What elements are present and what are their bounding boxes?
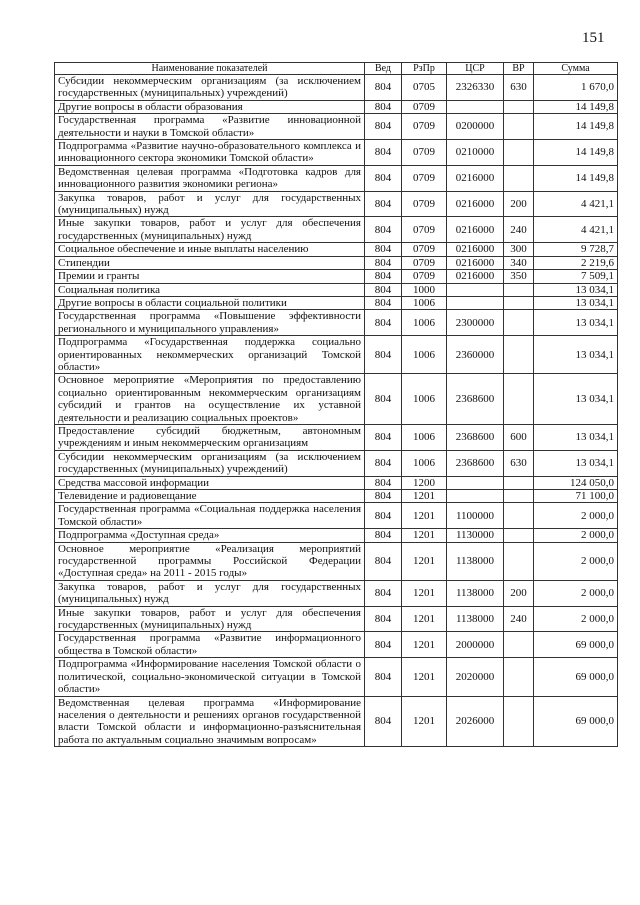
cell-ved: 804	[365, 140, 402, 166]
cell-rzpr: 0705	[402, 75, 447, 101]
header-ved: Вед	[365, 63, 402, 75]
table-row	[55, 100, 618, 113]
cell-sum: 1 670,0	[534, 75, 618, 101]
cell-vr	[504, 374, 534, 425]
table-row	[55, 658, 618, 696]
cell-name: Средства массовой информации	[55, 476, 365, 489]
table-row	[55, 256, 618, 269]
table-row	[55, 283, 618, 296]
cell-vr	[504, 542, 534, 580]
cell-vr	[504, 476, 534, 489]
table-row	[55, 542, 618, 580]
cell-vr: 350	[504, 270, 534, 283]
cell-vr	[504, 529, 534, 542]
cell-name: Иные закупки товаров, работ и услуг для обеспечения государственных (муниципальных) нужд	[55, 217, 365, 243]
cell-vr	[504, 490, 534, 503]
cell-rzpr: 1201	[402, 580, 447, 606]
cell-vr: 240	[504, 217, 534, 243]
cell-csr: 1138000	[447, 580, 504, 606]
table-row	[55, 191, 618, 217]
cell-rzpr: 0709	[402, 140, 447, 166]
cell-csr: 0216000	[447, 270, 504, 283]
cell-sum: 13 034,1	[534, 374, 618, 425]
cell-csr: 2026000	[447, 696, 504, 747]
cell-vr	[504, 503, 534, 529]
cell-vr: 630	[504, 450, 534, 476]
cell-sum: 14 149,8	[534, 165, 618, 191]
cell-name: Премии и гранты	[55, 270, 365, 283]
cell-sum: 9 728,7	[534, 243, 618, 256]
cell-vr	[504, 283, 534, 296]
cell-csr	[447, 283, 504, 296]
cell-csr: 2020000	[447, 658, 504, 696]
cell-name: Стипендии	[55, 256, 365, 269]
cell-csr	[447, 490, 504, 503]
cell-rzpr: 0709	[402, 165, 447, 191]
cell-ved: 804	[365, 75, 402, 101]
cell-ved: 804	[365, 217, 402, 243]
cell-rzpr: 0709	[402, 243, 447, 256]
cell-ved: 804	[365, 476, 402, 489]
cell-vr	[504, 140, 534, 166]
cell-vr: 200	[504, 580, 534, 606]
cell-ved: 804	[365, 503, 402, 529]
cell-name: Предоставление субсидий бюджетным, автономным учреждениям и иным некоммерческим организациям	[55, 424, 365, 450]
cell-rzpr: 1201	[402, 696, 447, 747]
cell-rzpr: 1006	[402, 450, 447, 476]
cell-csr: 1138000	[447, 606, 504, 632]
table-row	[55, 696, 618, 747]
cell-vr: 600	[504, 424, 534, 450]
cell-ved: 804	[365, 450, 402, 476]
cell-name: Подпрограмма «Государственная поддержка социально ориентированных некоммерческих организаций Томской области»	[55, 336, 365, 374]
cell-ved: 804	[365, 529, 402, 542]
cell-csr: 2300000	[447, 310, 504, 336]
cell-csr: 0216000	[447, 165, 504, 191]
cell-sum: 13 034,1	[534, 450, 618, 476]
header-rzpr: РзПр	[402, 63, 447, 75]
table-row	[55, 632, 618, 658]
cell-ved: 804	[365, 374, 402, 425]
cell-ved: 804	[365, 270, 402, 283]
table-row	[55, 503, 618, 529]
cell-vr	[504, 336, 534, 374]
cell-csr: 1100000	[447, 503, 504, 529]
cell-name: Ведомственная целевая программа «Подготовка кадров для инновационного развития экономики региона»	[55, 165, 365, 191]
cell-name: Подпрограмма «Развитие научно-образовательного комплекса и инновационного сектора экономики Томской области»	[55, 140, 365, 166]
cell-ved: 804	[365, 114, 402, 140]
cell-name: Государственная программа «Социальная поддержка населения Томской области»	[55, 503, 365, 529]
cell-sum: 7 509,1	[534, 270, 618, 283]
cell-csr: 2368600	[447, 424, 504, 450]
cell-name: Телевидение и радиовещание	[55, 490, 365, 503]
cell-name: Государственная программа «Развитие инновационной деятельности и науки в Томской области»	[55, 114, 365, 140]
cell-sum: 14 149,8	[534, 114, 618, 140]
cell-csr	[447, 100, 504, 113]
cell-rzpr: 1201	[402, 529, 447, 542]
cell-ved: 804	[365, 243, 402, 256]
table-row	[55, 336, 618, 374]
cell-csr: 0216000	[447, 256, 504, 269]
header-csr: ЦСР	[447, 63, 504, 75]
cell-vr	[504, 632, 534, 658]
cell-sum: 2 000,0	[534, 529, 618, 542]
table-row	[55, 243, 618, 256]
cell-sum: 2 000,0	[534, 580, 618, 606]
cell-sum: 2 000,0	[534, 606, 618, 632]
cell-sum: 14 149,8	[534, 140, 618, 166]
cell-sum: 124 050,0	[534, 476, 618, 489]
table-row	[55, 580, 618, 606]
cell-csr: 0216000	[447, 217, 504, 243]
cell-vr	[504, 696, 534, 747]
cell-rzpr: 1201	[402, 542, 447, 580]
table-row	[55, 296, 618, 309]
header-name: Наименование показателей	[55, 63, 365, 75]
cell-ved: 804	[365, 336, 402, 374]
cell-rzpr: 1201	[402, 503, 447, 529]
cell-vr	[504, 114, 534, 140]
cell-vr: 300	[504, 243, 534, 256]
cell-vr	[504, 296, 534, 309]
cell-csr: 2368600	[447, 374, 504, 425]
cell-name: Закупка товаров, работ и услуг для государственных (муниципальных) нужд	[55, 580, 365, 606]
table-row	[55, 529, 618, 542]
cell-csr	[447, 476, 504, 489]
table-row	[55, 140, 618, 166]
cell-rzpr: 1201	[402, 632, 447, 658]
cell-csr: 2368600	[447, 450, 504, 476]
cell-ved: 804	[365, 296, 402, 309]
cell-name: Основное мероприятие «Реализация мероприятий государственной программы Российской Федерации «Доступная среда» на 2011 - 2015 годы»	[55, 542, 365, 580]
cell-rzpr: 0709	[402, 217, 447, 243]
cell-sum: 2 219,6	[534, 256, 618, 269]
cell-sum: 4 421,1	[534, 191, 618, 217]
cell-csr: 2326330	[447, 75, 504, 101]
cell-name: Государственная программа «Развитие информационного общества в Томской области»	[55, 632, 365, 658]
cell-vr	[504, 658, 534, 696]
cell-sum: 2 000,0	[534, 542, 618, 580]
cell-vr: 240	[504, 606, 534, 632]
budget-table	[54, 62, 618, 747]
cell-ved: 804	[365, 606, 402, 632]
cell-ved: 804	[365, 580, 402, 606]
cell-ved: 804	[365, 632, 402, 658]
header-vr: ВР	[504, 63, 534, 75]
cell-rzpr: 1000	[402, 283, 447, 296]
cell-ved: 804	[365, 542, 402, 580]
cell-name: Подпрограмма «Информирование населения Томской области о политической, социально-экономической ситуации в Томской области»	[55, 658, 365, 696]
cell-ved: 804	[365, 490, 402, 503]
cell-ved: 804	[365, 696, 402, 747]
cell-name: Ведомственная целевая программа «Информирование населения о деятельности и решениях органов государственной власти Томской области и информационно-разъяснительная работа по актуальным социально значимым вопросам»	[55, 696, 365, 747]
cell-csr: 2000000	[447, 632, 504, 658]
cell-vr	[504, 100, 534, 113]
cell-csr: 0200000	[447, 114, 504, 140]
page-number: 151	[582, 30, 605, 46]
cell-rzpr: 0709	[402, 114, 447, 140]
table-row	[55, 490, 618, 503]
cell-rzpr: 1006	[402, 336, 447, 374]
cell-csr: 0216000	[447, 243, 504, 256]
cell-rzpr: 1201	[402, 658, 447, 696]
cell-ved: 804	[365, 310, 402, 336]
cell-rzpr: 1006	[402, 374, 447, 425]
table-row	[55, 424, 618, 450]
cell-name: Социальное обеспечение и иные выплаты населению	[55, 243, 365, 256]
cell-name: Субсидии некоммерческим организациям (за исключением государственных (муниципальных) учреждений)	[55, 450, 365, 476]
cell-vr: 340	[504, 256, 534, 269]
cell-ved: 804	[365, 283, 402, 296]
table-row	[55, 114, 618, 140]
cell-csr: 0210000	[447, 140, 504, 166]
cell-sum: 69 000,0	[534, 658, 618, 696]
cell-rzpr: 1200	[402, 476, 447, 489]
cell-name: Государственная программа «Повышение эффективности регионального и муниципального управления»	[55, 310, 365, 336]
cell-sum: 13 034,1	[534, 296, 618, 309]
table-row	[55, 270, 618, 283]
cell-sum: 13 034,1	[534, 336, 618, 374]
cell-csr: 2360000	[447, 336, 504, 374]
cell-ved: 804	[365, 165, 402, 191]
table-row	[55, 217, 618, 243]
cell-name: Подпрограмма «Доступная среда»	[55, 529, 365, 542]
table-row	[55, 310, 618, 336]
table-row	[55, 450, 618, 476]
cell-sum: 69 000,0	[534, 632, 618, 658]
cell-sum: 13 034,1	[534, 310, 618, 336]
cell-csr: 1138000	[447, 542, 504, 580]
cell-rzpr: 1006	[402, 296, 447, 309]
cell-vr: 200	[504, 191, 534, 217]
table-row	[55, 606, 618, 632]
cell-rzpr: 0709	[402, 191, 447, 217]
cell-rzpr: 0709	[402, 256, 447, 269]
cell-sum: 2 000,0	[534, 503, 618, 529]
cell-rzpr: 0709	[402, 100, 447, 113]
cell-rzpr: 1006	[402, 424, 447, 450]
cell-rzpr: 1201	[402, 490, 447, 503]
table-row	[55, 165, 618, 191]
cell-ved: 804	[365, 100, 402, 113]
cell-name: Закупка товаров, работ и услуг для государственных (муниципальных) нужд	[55, 191, 365, 217]
header-sum: Сумма	[534, 63, 618, 75]
table-header-row	[55, 63, 618, 75]
cell-name: Основное мероприятие «Мероприятия по предоставлению социально ориентированным некоммерческим организациям субсидий и грантов на осуществление их уставной деятельности и реализацию социальных проектов»	[55, 374, 365, 425]
cell-ved: 804	[365, 424, 402, 450]
cell-rzpr: 0709	[402, 270, 447, 283]
table-row	[55, 75, 618, 101]
cell-vr	[504, 165, 534, 191]
cell-csr	[447, 296, 504, 309]
cell-rzpr: 1006	[402, 310, 447, 336]
cell-sum: 4 421,1	[534, 217, 618, 243]
cell-sum: 13 034,1	[534, 283, 618, 296]
cell-ved: 804	[365, 191, 402, 217]
cell-csr: 0216000	[447, 191, 504, 217]
cell-name: Другие вопросы в области образования	[55, 100, 365, 113]
cell-vr: 630	[504, 75, 534, 101]
cell-ved: 804	[365, 256, 402, 269]
cell-sum: 14 149,8	[534, 100, 618, 113]
cell-name: Иные закупки товаров, работ и услуг для обеспечения государственных (муниципальных) нужд	[55, 606, 365, 632]
table-row	[55, 374, 618, 425]
cell-name: Другие вопросы в области социальной политики	[55, 296, 365, 309]
cell-sum: 13 034,1	[534, 424, 618, 450]
table-row	[55, 476, 618, 489]
cell-name: Социальная политика	[55, 283, 365, 296]
cell-name: Субсидии некоммерческим организациям (за исключением государственных (муниципальных) учреждений)	[55, 75, 365, 101]
cell-sum: 71 100,0	[534, 490, 618, 503]
cell-ved: 804	[365, 658, 402, 696]
cell-rzpr: 1201	[402, 606, 447, 632]
cell-sum: 69 000,0	[534, 696, 618, 747]
cell-vr	[504, 310, 534, 336]
cell-csr: 1130000	[447, 529, 504, 542]
